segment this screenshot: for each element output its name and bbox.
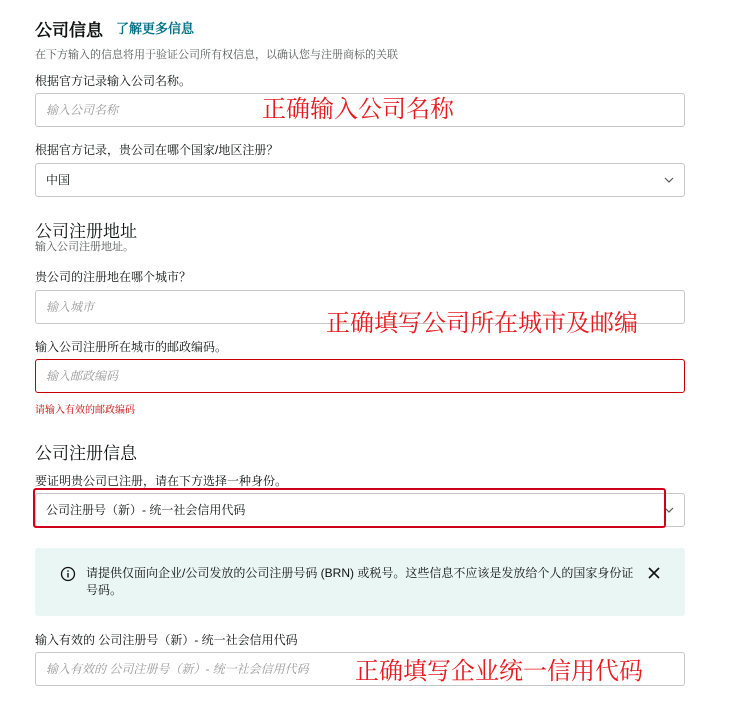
annotation-city-zip: 正确填写公司所在城市及邮编 bbox=[326, 309, 638, 337]
info-alert bbox=[35, 548, 685, 616]
address-subtitle: 输入公司注册地址。 bbox=[35, 241, 134, 253]
company-info-subtitle: 在下方输入的信息将用于验证公司所有权信息，以确认您与注册商标的关联 bbox=[35, 49, 398, 61]
info-icon bbox=[60, 566, 76, 587]
country-select[interactable] bbox=[35, 163, 685, 197]
annotation-company-name: 正确输入公司名称 bbox=[262, 95, 454, 123]
learn-more-link[interactable]: 了解更多信息 bbox=[116, 21, 195, 36]
reg-number-label: 输入有效的 公司注册号（新）- 统一社会信用代码 bbox=[35, 633, 298, 647]
company-info-title: 公司信息 bbox=[35, 21, 103, 40]
zip-error-message: 请输入有效的邮政编码 bbox=[35, 405, 135, 416]
zip-input[interactable] bbox=[35, 359, 685, 393]
city-label: 贵公司的注册地在哪个城市？ bbox=[35, 270, 192, 284]
zip-label: 输入公司注册所在城市的邮政编码。 bbox=[35, 340, 228, 354]
city-placeholder: 输入城市 bbox=[46, 300, 95, 314]
id-type-value: 公司注册号（新）- 统一社会信用代码 bbox=[46, 503, 246, 517]
zip-placeholder: 输入邮政编码 bbox=[46, 369, 119, 383]
registration-title: 公司注册信息 bbox=[35, 444, 137, 463]
chevron-down-icon bbox=[662, 164, 676, 196]
id-type-label: 要证明贵公司已注册，请在下方选择一种身份。 bbox=[35, 474, 288, 488]
highlight-box bbox=[33, 488, 666, 528]
annotation-credit-code: 正确填写企业统一信用代码 bbox=[355, 657, 643, 685]
company-name-placeholder: 输入公司名称 bbox=[46, 103, 119, 117]
country-label: 根据官方记录，贵公司在哪个国家/地区注册？ bbox=[35, 143, 279, 157]
company-name-label: 根据官方记录输入公司名称。 bbox=[35, 74, 192, 88]
country-value: 中国 bbox=[46, 173, 71, 187]
reg-number-placeholder: 输入有效的 公司注册号（新）- 统一社会信用代码 bbox=[46, 662, 309, 676]
close-icon[interactable] bbox=[647, 566, 661, 585]
info-text: 请提供仅面向企业/公司发放的公司注册号码 (BRN) 或税号。这些信息不应该是发放给个人的国家身份证号码。 bbox=[86, 566, 634, 597]
address-title: 公司注册地址 bbox=[35, 222, 137, 241]
